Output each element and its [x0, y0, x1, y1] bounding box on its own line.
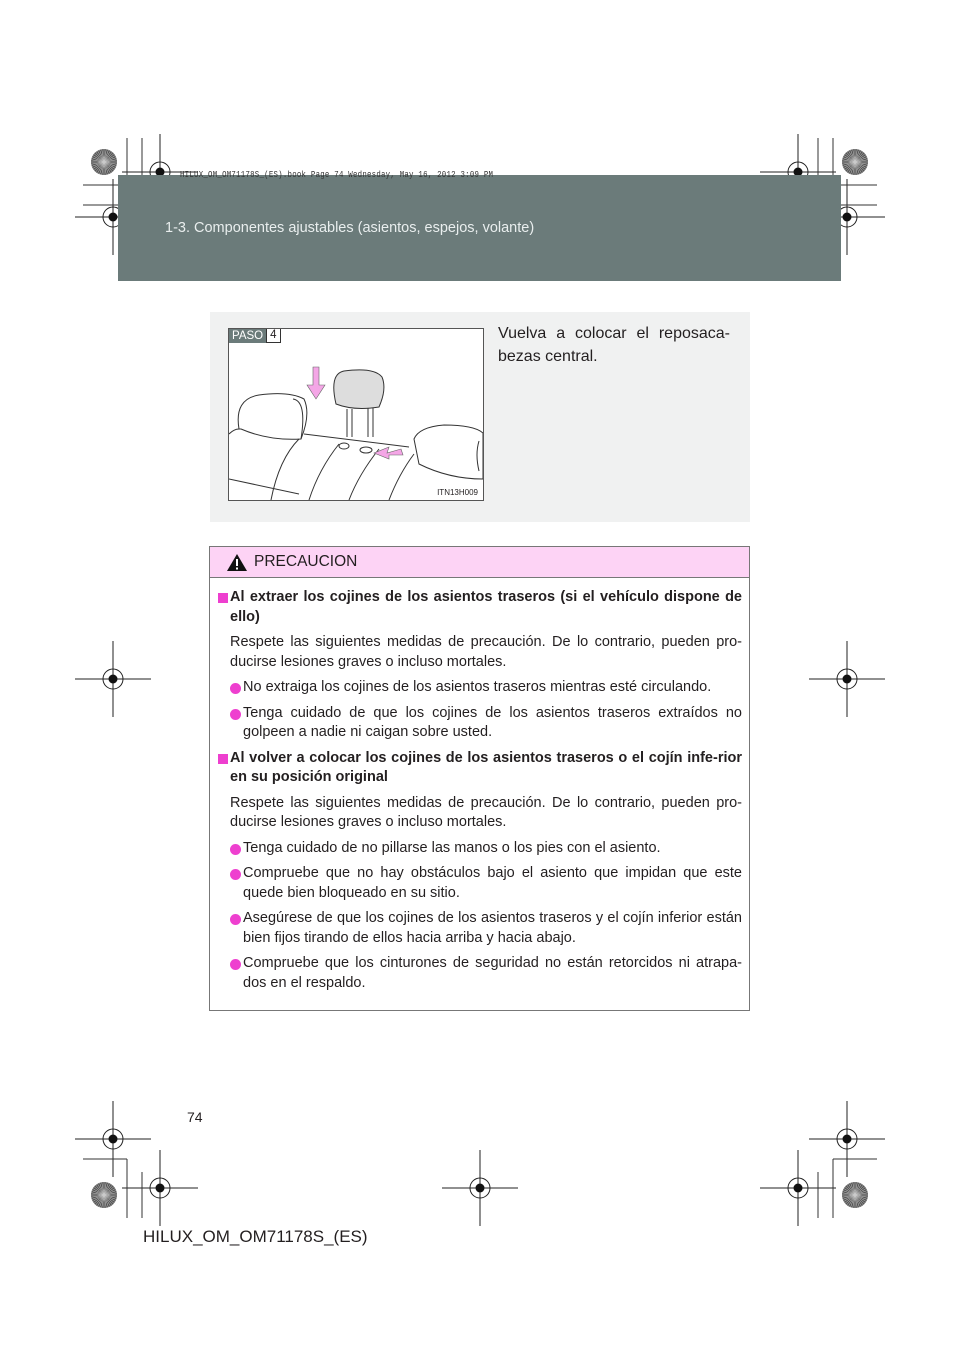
figure-code: ITN13H009 [437, 488, 478, 497]
crosshair-mark-icon [760, 1150, 836, 1226]
crosshair-mark-icon [809, 641, 885, 717]
square-bullet-icon [218, 754, 228, 764]
caution-bullet [218, 678, 742, 698]
round-bullet-icon [230, 914, 241, 925]
caution-bullet [218, 954, 742, 993]
caution-header [210, 547, 749, 578]
step-badge [229, 329, 281, 343]
crosshair-mark-icon [809, 1101, 885, 1177]
caution-bullet [218, 864, 742, 903]
caution-bullet [218, 704, 742, 743]
starburst-mark-icon [91, 1182, 117, 1208]
caution-intro: Respete las siguientes medidas de precaución. De lo contrario, pueden pro-ducirse lesiones graves o incluso mortales. [230, 794, 742, 830]
bullet-text: Tenga cuidado de que los cojines de los asientos traseros extraídos no golpeen a nadie ni caigan sobre usted. [243, 704, 742, 740]
heading-text: Al extraer los cojines de los asientos traseros (si el vehículo dispone de ello) [230, 589, 742, 625]
round-bullet-icon [230, 869, 241, 880]
caution-body [210, 578, 749, 993]
caution-bullet [218, 909, 742, 948]
step-number: 4 [266, 329, 280, 343]
headrest-illustration [228, 328, 484, 501]
round-bullet-icon [230, 959, 241, 970]
round-bullet-icon [230, 709, 241, 720]
caution-box [209, 546, 750, 1011]
seat-headrest-drawing [229, 329, 483, 500]
heading-text: Al volver a colocar los cojines de los asientos traseros o el cojín infe-rior en su posición original [230, 749, 742, 785]
caution-intro: Respete las siguientes medidas de precaución. De lo contrario, pueden pro-ducirse lesiones graves o incluso mortales. [230, 634, 742, 670]
section-title: 1-3. Componentes ajustables (asientos, espejos, volante) [165, 220, 535, 236]
bullet-text: Compruebe que no hay obstáculos bajo el asiento que impidan que este quede bien bloqueado en su sitio. [243, 865, 742, 901]
caution-bullet [218, 839, 742, 859]
bullet-text: Compruebe que los cinturones de seguridad no están retorcidos ni atrapa-dos en el respaldo. [243, 955, 742, 991]
caution-section-heading [218, 749, 742, 788]
bullet-text: No extraiga los cojines de los asientos traseros mientras esté circulando. [243, 679, 712, 695]
step-label: PASO [229, 329, 266, 343]
starburst-mark-icon [842, 149, 868, 175]
starburst-mark-icon [91, 149, 117, 175]
crosshair-mark-icon [122, 1150, 198, 1226]
crosshair-mark-icon [442, 1150, 518, 1226]
bullet-text: Asegúrese de que los cojines de los asientos traseros y el cojín inferior están bien fijos tirando de ellos hacia arriba y hacia abajo. [243, 910, 742, 946]
round-bullet-icon [230, 683, 241, 694]
starburst-mark-icon [842, 1182, 868, 1208]
caution-title: PRECAUCION [254, 553, 358, 570]
print-info-line: HILUX_OM_OM71178S_(ES).book Page 74 Wednesday, May 16, 2012 3:09 PM [180, 170, 494, 180]
crosshair-mark-icon [75, 1101, 151, 1177]
document-code: HILUX_OM_OM71178S_(ES) [143, 1227, 368, 1246]
page-number: 74 [187, 1109, 203, 1125]
square-bullet-icon [218, 593, 228, 603]
step-instruction: Vuelva a colocar el reposaca-bezas central. [498, 325, 730, 365]
round-bullet-icon [230, 844, 241, 855]
bullet-text: Tenga cuidado de no pillarse las manos o los pies con el asiento. [243, 839, 661, 856]
caution-section-heading [218, 588, 742, 627]
warning-icon [226, 553, 248, 572]
crosshair-mark-icon [75, 641, 151, 717]
